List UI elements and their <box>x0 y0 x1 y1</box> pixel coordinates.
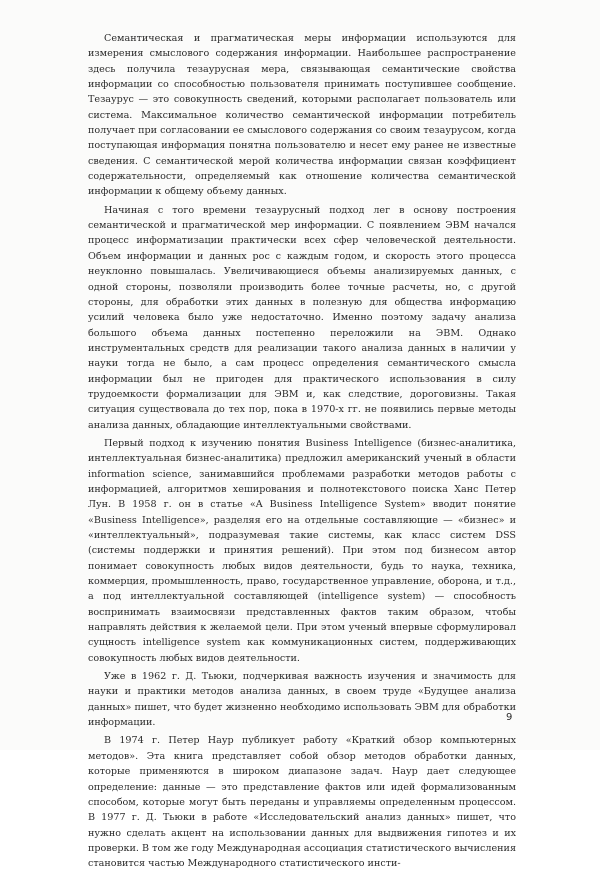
page-number: 9 <box>506 712 513 723</box>
paragraph-3: Первый подход к изучению понятия Business Intelligence (бизнес-аналитика, интеллектуальная бизнес-аналитика) предложил американский ученый в области information science, занимавшийся проблемами разработки методов работы с информацией, алгоритмов хеширования и полнотекстового поиска Ханс Петер Лун. В 1958 г. он в статье «A Business Intelligence System» вводит понятие «Business Intelligence», разделяя его на отдельные составляющие — «бизнес» и «интеллектуальный», подразумевая такие системы, как класс систем DSS (системы поддержки и принятия решений). При этом под бизнесом автор понимает совокупность любых видов деятельности, будь то наука, техника, коммерция, промышленность, право, государственное управление, оборона, и т.д., а под интеллектуальной составляющей (intelligence system) — способность воспринимать взаимосвязи представленных фактов таким образом, чтобы направлять действия к желаемой цели. При этом ученый впервые сформулировал сущность intelligence system как коммуникационных систем, поддерживающих совокупность любых видов деятельности. <box>88 437 516 664</box>
body-text <box>88 31 516 872</box>
paragraph-1: Семантическая и прагматическая меры информации используются для измерения смыслового содержания информации. Наибольшее распространение здесь получила тезаурусная мера, связывающая семантические свойства информации со способностью пользователя принимать поступившее сообщение. Тезаурус — это совокупность сведений, которыми располагает пользователь или система. Максимальное количество семантической информации потребитель получает при согласовании ее смыслового содержания со своим тезаурусом, когда поступающая информация понятна пользователю и несет ему ранее не известные сведения. С семантической мерой количества информации связан коэффициент содержательности, определяемый как отношение количества семантической информации к общему объему данных. <box>88 33 516 198</box>
paragraph-4: Уже в 1962 г. Д. Тьюки, подчеркивая важность изучения и значимость для науки и практики методов анализа данных, в своем труде «Будущее анализа данных» пишет, что будет жизненно необходимо использовать ЭВМ для обработки информации. <box>88 671 516 729</box>
paragraph-5: В 1974 г. Петер Наур публикует работу «Краткий обзор компьютерных методов». Эта книга представляет собой обзор методов обработки данных, которые применяются в широком диапазоне задач. Наур дает следующее определение: данные — это представление фактов или идей формализованным способом, которые могут быть переданы и управляемы определенным процессом. В 1977 г. Д. Тьюки в работе «Исследовательский анализ данных» пишет, что нужно сделать акцент на использовании данных для выдвижения гипотез и их проверки. В том же году Международная ассоциация статистического вычисления становится частью Международного статистического инсти- <box>88 735 516 870</box>
paragraph-2: Начиная с того времени тезаурусный подход лег в основу построения семантической и прагматической мер информации. С появлением ЭВМ начался процесс информатизации практически всех сфер человеческой деятельности. Объем информации и данных рос с каждым годом, и скорость этого процесса неуклонно повышалась. Увеличивающиеся объемы анализируемых данных, с одной стороны, позволяли производить более точные расчеты, но, с другой стороны, для обработки этих данных в полезную для общества информацию усилий человека было уже недостаточно. Именно поэтому задачу анализа большого объема данных постепенно переложили на ЭВМ. Однако инструментальных средств для реализации такого анализа данных в наличии у науки тогда не было, а сам процесс определения семантического смысла информации был не пригоден для практического использования в силу трудоемкости формализации для ЭВМ и, как следствие, дороговизны. Такая ситуация существовала до тех пор, пока в 1970-х гг. не появились первые методы анализа данных, обладающие интеллектуальными свойствами. <box>88 204 516 431</box>
